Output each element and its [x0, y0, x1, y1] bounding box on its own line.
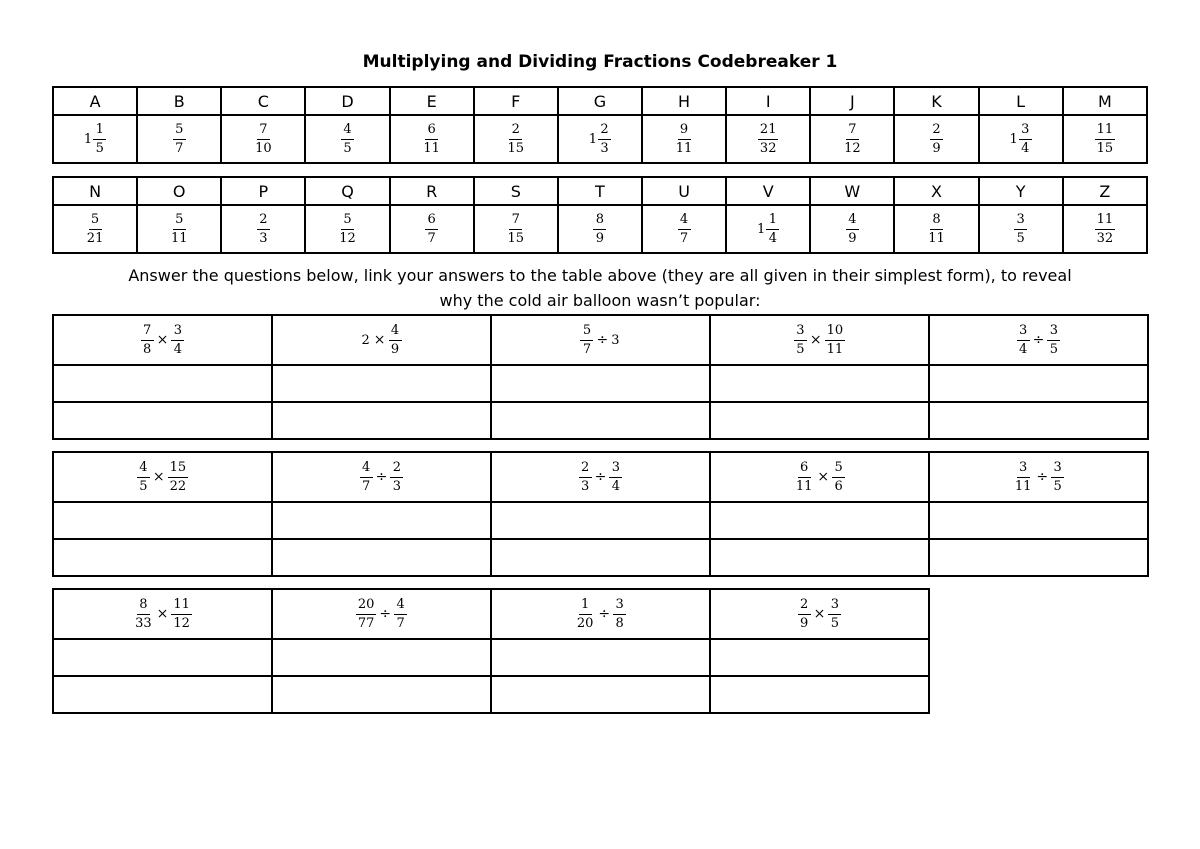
answer-cell[interactable]	[491, 639, 710, 676]
numerator: 4	[389, 324, 402, 341]
question-table-1	[52, 314, 1149, 440]
numerator: 7	[509, 213, 522, 230]
question-table-3	[52, 588, 930, 714]
fraction	[678, 213, 691, 245]
code-value	[53, 205, 137, 253]
whole-number: 1	[757, 221, 766, 237]
code-letter: B	[137, 87, 221, 115]
answer-cell[interactable]	[272, 502, 491, 539]
operator: ×	[156, 332, 169, 348]
fraction	[1051, 461, 1064, 493]
numerator: 6	[798, 461, 811, 478]
operator: ×	[152, 469, 165, 485]
letter-cell[interactable]	[491, 539, 710, 576]
numerator: 5	[89, 213, 102, 230]
code-letter: R	[390, 177, 474, 205]
fraction	[598, 123, 611, 155]
letter-cell[interactable]	[710, 402, 929, 439]
operator: ×	[156, 606, 169, 622]
answer-cell[interactable]	[53, 502, 272, 539]
question-row	[53, 452, 1148, 502]
numerator: 3	[171, 324, 184, 341]
denominator: 9	[932, 140, 941, 156]
answer-cell[interactable]	[272, 365, 491, 402]
question-cell	[272, 589, 491, 639]
denominator: 3	[392, 478, 401, 494]
code-letter: Y	[979, 177, 1063, 205]
denominator: 4	[768, 230, 777, 246]
fraction	[579, 461, 592, 493]
code-value	[137, 205, 221, 253]
question-cell	[710, 452, 929, 502]
fraction	[1019, 123, 1032, 155]
denominator: 11	[795, 478, 813, 494]
letter-row	[53, 87, 1147, 115]
fraction	[1014, 213, 1027, 245]
fraction	[1095, 213, 1116, 245]
code-value	[53, 115, 137, 163]
fraction	[1047, 324, 1060, 356]
code-value	[810, 205, 894, 253]
denominator: 5	[343, 140, 352, 156]
denominator: 5	[1053, 478, 1062, 494]
code-letter: F	[474, 87, 558, 115]
code-letter: X	[894, 177, 978, 205]
denominator: 9	[848, 230, 857, 246]
numerator: 10	[825, 324, 846, 341]
numerator: 11	[1095, 213, 1116, 230]
letter-cell[interactable]	[53, 539, 272, 576]
code-value	[810, 115, 894, 163]
fraction	[133, 598, 154, 630]
fraction	[758, 123, 779, 155]
denominator: 11	[675, 140, 693, 156]
fraction	[926, 213, 947, 245]
fraction	[593, 213, 606, 245]
letter-cell[interactable]	[272, 539, 491, 576]
question-cell	[491, 452, 710, 502]
fraction-row	[53, 115, 1147, 163]
code-letter: D	[305, 87, 389, 115]
code-value	[221, 205, 305, 253]
question-cell	[53, 315, 272, 365]
numerator: 8	[137, 598, 150, 615]
fraction	[168, 461, 189, 493]
code-value	[474, 115, 558, 163]
fraction	[253, 123, 274, 155]
denominator: 5	[796, 341, 805, 357]
operator: ×	[809, 332, 822, 348]
numerator: 2	[509, 123, 522, 140]
fraction	[257, 213, 270, 245]
instructions	[52, 263, 1148, 313]
operator: ×	[813, 606, 826, 622]
denominator: 12	[339, 230, 356, 246]
fraction	[93, 123, 106, 155]
question-cell	[272, 452, 491, 502]
question-row	[53, 589, 929, 639]
code-letter: A	[53, 87, 137, 115]
code-value	[305, 115, 389, 163]
letter-cell[interactable]	[710, 676, 929, 713]
fraction	[171, 598, 192, 630]
denominator: 22	[169, 478, 187, 494]
denominator: 12	[844, 140, 861, 156]
denominator: 12	[173, 615, 190, 631]
code-value	[726, 205, 810, 253]
fraction	[141, 324, 154, 356]
code-value	[1063, 115, 1147, 163]
code-letter: J	[810, 87, 894, 115]
answer-cell[interactable]	[491, 502, 710, 539]
operator: ×	[817, 469, 830, 485]
question-cell	[710, 589, 929, 639]
fraction	[137, 461, 150, 493]
numerator: 7	[846, 123, 859, 140]
numerator: 7	[141, 324, 154, 341]
fraction	[674, 123, 695, 155]
fraction	[506, 123, 527, 155]
denominator: 7	[427, 230, 436, 246]
code-letter: O	[137, 177, 221, 205]
question-cell	[53, 589, 272, 639]
operator: ÷	[1032, 332, 1045, 348]
numerator: 2	[579, 461, 592, 478]
letter-cell[interactable]	[491, 676, 710, 713]
code-value	[221, 115, 305, 163]
worksheet-title: Multiplying and Dividing Fractions Codebreaker 1	[362, 52, 838, 72]
answer-cell[interactable]	[272, 639, 491, 676]
numerator: 4	[360, 461, 373, 478]
whole-number: 1	[83, 131, 93, 147]
code-letter: U	[642, 177, 726, 205]
numerator: 1	[579, 598, 592, 615]
numerator: 2	[390, 461, 403, 478]
denominator: 7	[396, 615, 405, 631]
fraction	[613, 598, 626, 630]
denominator: 10	[255, 140, 272, 156]
letter-answer-row	[53, 402, 1148, 439]
numerator: 21	[758, 123, 779, 140]
denominator: 33	[135, 615, 152, 631]
code-value	[894, 205, 978, 253]
numerator: 20	[356, 598, 377, 615]
letter-cell[interactable]	[53, 676, 272, 713]
operator: ×	[373, 332, 386, 348]
fraction	[173, 123, 186, 155]
code-letter: P	[221, 177, 305, 205]
fraction	[842, 123, 863, 155]
denominator: 3	[600, 140, 609, 156]
numerator: 1	[93, 123, 106, 140]
operator: ÷	[1036, 469, 1049, 485]
operator: ÷	[598, 606, 611, 622]
numerator: 11	[171, 598, 192, 615]
letter-cell[interactable]	[53, 402, 272, 439]
numerator: 3	[1014, 213, 1027, 230]
denominator: 9	[390, 341, 400, 357]
denominator: 7	[361, 478, 371, 494]
numerator: 3	[1047, 324, 1060, 341]
denominator: 21	[86, 230, 104, 246]
code-value	[137, 115, 221, 163]
whole-number: 1	[1009, 131, 1018, 147]
numerator: 3	[1051, 461, 1064, 478]
denominator: 4	[611, 478, 620, 494]
denominator: 11	[170, 230, 188, 246]
numerator: 6	[425, 213, 438, 230]
integer: 3	[611, 332, 620, 348]
code-letter: S	[474, 177, 558, 205]
numerator: 3	[828, 598, 841, 615]
code-letter: T	[558, 177, 642, 205]
question-cell	[491, 589, 710, 639]
denominator: 77	[357, 615, 375, 631]
numerator: 5	[341, 213, 354, 230]
numerator: 8	[593, 213, 606, 230]
question-cell	[929, 315, 1148, 365]
numerator: 7	[257, 123, 270, 140]
numerator: 5	[580, 324, 593, 341]
denominator: 5	[1016, 230, 1025, 246]
code-letter: H	[642, 87, 726, 115]
operator: ÷	[594, 469, 607, 485]
fraction	[846, 213, 859, 245]
question-table-2	[52, 451, 1149, 577]
numerator: 3	[1017, 461, 1030, 478]
code-letter: K	[894, 87, 978, 115]
denominator: 20	[576, 615, 594, 631]
code-value	[642, 115, 726, 163]
code-letter: N	[53, 177, 137, 205]
code-letter: W	[810, 177, 894, 205]
fraction	[425, 213, 438, 245]
fraction	[794, 324, 807, 356]
fraction	[828, 598, 841, 630]
question-cell	[491, 315, 710, 365]
letter-cell[interactable]	[272, 676, 491, 713]
fraction	[169, 213, 190, 245]
fraction	[1095, 123, 1116, 155]
denominator: 9	[595, 230, 605, 246]
fraction	[389, 324, 402, 356]
code-value	[558, 115, 642, 163]
fraction	[506, 213, 527, 245]
code-letter: L	[979, 87, 1063, 115]
code-value	[979, 115, 1063, 163]
denominator: 4	[1018, 341, 1028, 357]
fraction	[766, 213, 779, 245]
numerator: 1	[766, 213, 779, 230]
numerator: 4	[341, 123, 354, 140]
numerator: 15	[168, 461, 189, 478]
answer-row	[53, 502, 1148, 539]
code-letter: E	[390, 87, 474, 115]
answer-cell[interactable]	[710, 502, 929, 539]
denominator: 7	[679, 230, 689, 246]
numerator: 2	[257, 213, 270, 230]
numerator: 5	[173, 123, 186, 140]
answer-cell[interactable]	[929, 365, 1148, 402]
letter-answer-row	[53, 676, 929, 713]
numerator: 8	[930, 213, 943, 230]
denominator: 11	[928, 230, 945, 246]
letter-cell[interactable]	[491, 402, 710, 439]
numerator: 4	[137, 461, 150, 478]
numerator: 5	[832, 461, 845, 478]
numerator: 2	[798, 598, 811, 615]
fraction	[798, 598, 811, 630]
numerator: 6	[425, 123, 438, 140]
denominator: 8	[615, 615, 624, 631]
fraction	[1017, 324, 1030, 356]
letter-cell[interactable]	[710, 539, 929, 576]
denominator: 5	[139, 478, 148, 494]
answer-cell[interactable]	[53, 365, 272, 402]
letter-row	[53, 177, 1147, 205]
fraction	[609, 461, 622, 493]
numerator: 3	[1019, 123, 1032, 140]
fraction	[360, 461, 373, 493]
denominator: 5	[830, 615, 839, 631]
answer-cell[interactable]	[53, 639, 272, 676]
code-value	[558, 205, 642, 253]
denominator: 11	[1014, 478, 1032, 494]
fraction	[394, 598, 407, 630]
answer-cell[interactable]	[710, 639, 929, 676]
letter-answer-row	[53, 539, 1148, 576]
letter-cell[interactable]	[929, 539, 1148, 576]
fraction	[832, 461, 845, 493]
numerator: 4	[678, 213, 691, 230]
fraction	[421, 123, 442, 155]
numerator: 4	[394, 598, 407, 615]
denominator: 7	[175, 140, 184, 156]
answer-cell[interactable]	[710, 365, 929, 402]
code-value	[642, 205, 726, 253]
denominator: 11	[423, 140, 440, 156]
denominator: 5	[95, 140, 104, 156]
denominator: 9	[799, 615, 809, 631]
code-letter: I	[726, 87, 810, 115]
question-row	[53, 315, 1148, 365]
fraction-row	[53, 205, 1147, 253]
code-table-n-to-z	[52, 176, 1148, 254]
fraction	[356, 598, 377, 630]
fraction	[171, 324, 184, 356]
code-value	[305, 205, 389, 253]
denominator: 3	[580, 478, 590, 494]
fraction	[825, 324, 846, 356]
code-letter: V	[726, 177, 810, 205]
question-cell	[53, 452, 272, 502]
integer: 2	[361, 332, 370, 348]
denominator: 6	[834, 478, 843, 494]
denominator: 3	[259, 230, 268, 246]
denominator: 32	[759, 140, 777, 156]
instructions-line-2: why the cold air balloon wasn’t popular:	[439, 291, 761, 310]
answer-row	[53, 365, 1148, 402]
code-value	[390, 115, 474, 163]
code-letter: Q	[305, 177, 389, 205]
numerator: 3	[1017, 324, 1030, 341]
denominator: 15	[507, 140, 525, 156]
code-value	[474, 205, 558, 253]
denominator: 4	[1021, 140, 1030, 156]
fraction	[390, 461, 403, 493]
whole-number: 1	[588, 131, 598, 147]
fraction	[85, 213, 106, 245]
instructions-line-1: Answer the questions below, link your answers to the table above (they are all given in their simplest form), to reveal	[128, 266, 1072, 285]
code-value	[390, 205, 474, 253]
fraction	[930, 123, 943, 155]
code-value	[894, 115, 978, 163]
answer-row	[53, 639, 929, 676]
fraction	[1013, 461, 1034, 493]
question-cell	[710, 315, 929, 365]
denominator: 5	[1049, 341, 1058, 357]
question-cell	[929, 452, 1148, 502]
fraction	[341, 123, 354, 155]
letter-cell[interactable]	[272, 402, 491, 439]
answer-cell[interactable]	[929, 502, 1148, 539]
operator: ÷	[375, 469, 388, 485]
fraction	[337, 213, 358, 245]
answer-cell[interactable]	[491, 365, 710, 402]
fraction	[794, 461, 815, 493]
code-letter: C	[221, 87, 305, 115]
denominator: 11	[826, 341, 844, 357]
numerator: 2	[930, 123, 943, 140]
question-cell	[272, 315, 491, 365]
numerator: 4	[846, 213, 859, 230]
numerator: 3	[609, 461, 622, 478]
code-value	[726, 115, 810, 163]
code-letter: G	[558, 87, 642, 115]
numerator: 3	[794, 324, 807, 341]
numerator: 5	[173, 213, 186, 230]
numerator: 3	[613, 598, 626, 615]
code-letter: M	[1063, 87, 1147, 115]
numerator: 2	[598, 123, 611, 140]
letter-cell[interactable]	[929, 402, 1148, 439]
fraction	[580, 324, 593, 356]
numerator: 11	[1095, 123, 1116, 140]
denominator: 4	[173, 341, 182, 357]
fraction	[575, 598, 596, 630]
denominator: 8	[142, 341, 152, 357]
denominator: 7	[582, 341, 592, 357]
code-value	[1063, 205, 1147, 253]
code-letter: Z	[1063, 177, 1147, 205]
operator: ÷	[379, 606, 392, 622]
denominator: 32	[1096, 230, 1114, 246]
denominator: 15	[1096, 140, 1114, 156]
denominator: 15	[507, 230, 525, 246]
numerator: 9	[678, 123, 691, 140]
operator: ÷	[596, 332, 609, 348]
code-table-a-to-m	[52, 86, 1148, 164]
code-value	[979, 205, 1063, 253]
